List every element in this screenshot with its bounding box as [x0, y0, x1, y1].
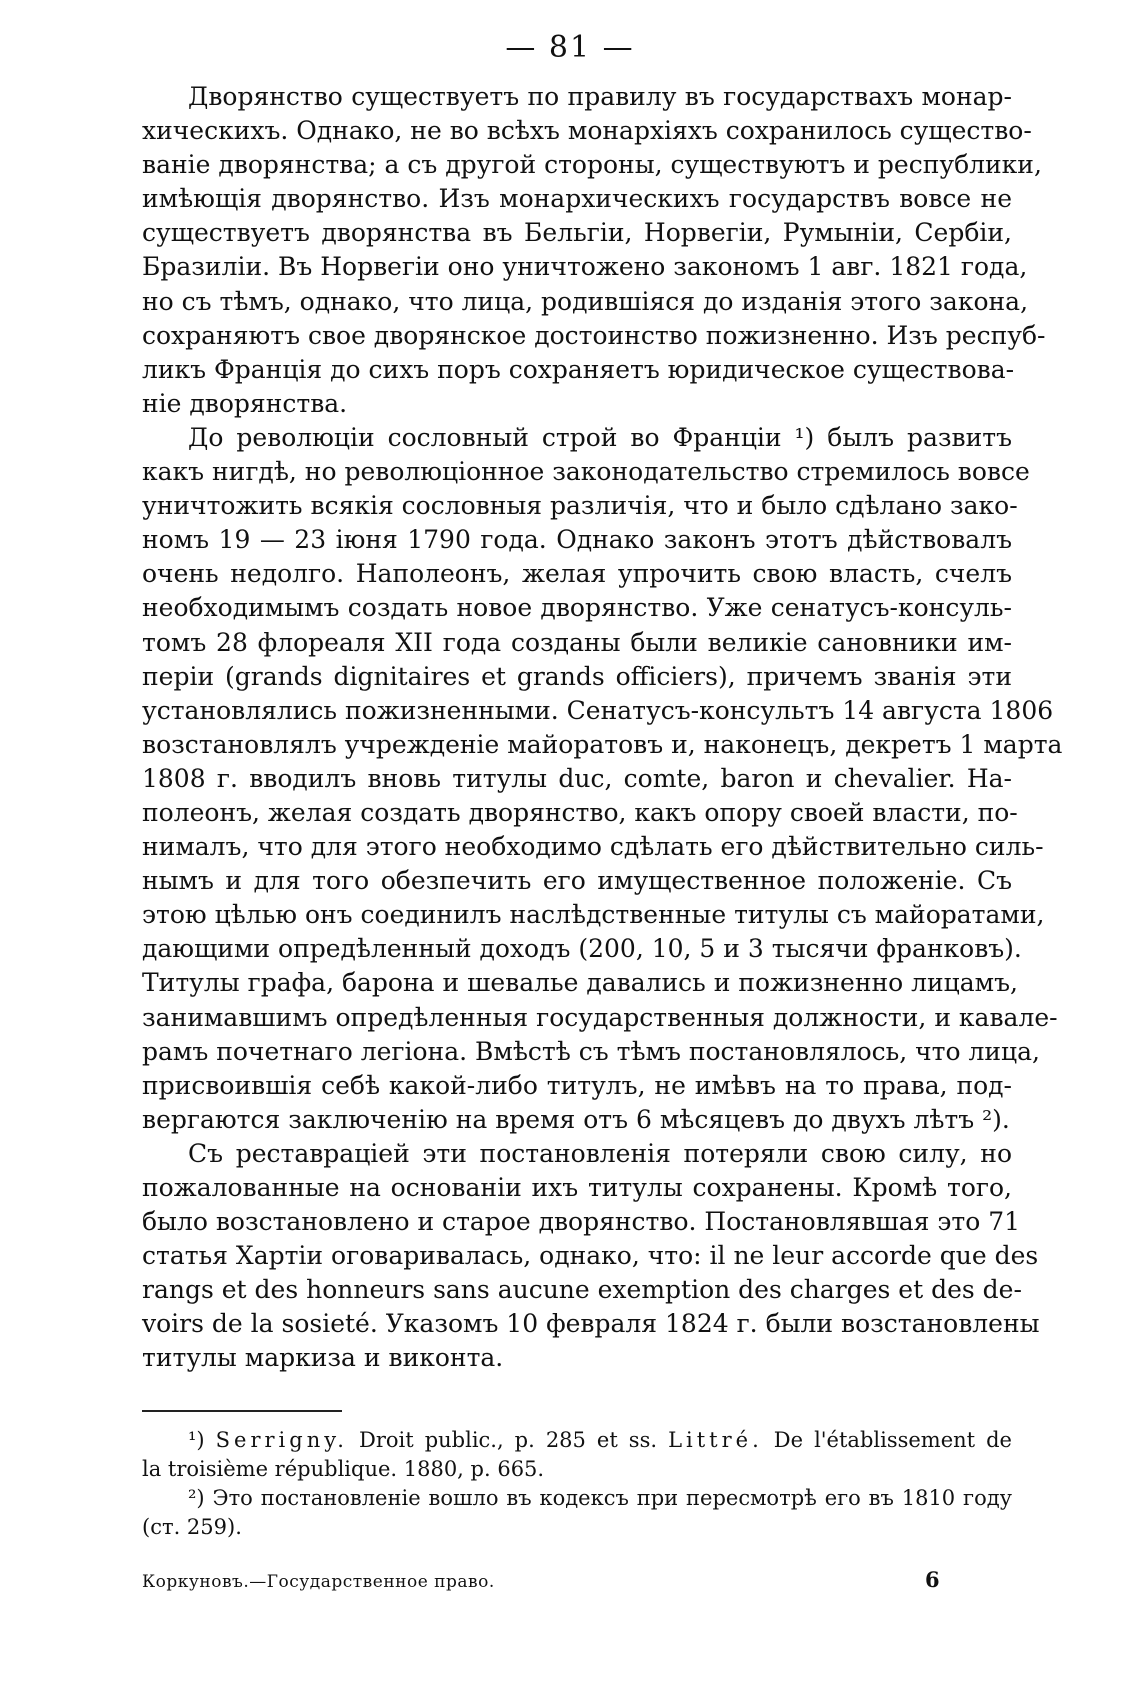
footnote-divider	[142, 1410, 342, 1412]
text-line: этою цѣлью онъ соединилъ наслѣдственные титулы съ майоратами,	[142, 900, 1045, 930]
text-line: До революціи сословный строй во Франціи ¹) былъ развитъ	[188, 422, 1012, 452]
text-line: рамъ почетнаго легіона. Вмѣстѣ съ тѣмъ постановлялось, что лица,	[142, 1036, 1040, 1066]
text-line: необходимымъ создать новое дворянство. Уже сенатусъ-консуль-	[142, 593, 1012, 623]
text-line: титулы маркиза и виконта.	[142, 1343, 504, 1373]
text-line: существуетъ дворянства въ Бельгіи, Норвегіи, Румыніи, Сербіи,	[142, 218, 1012, 248]
text-line: занимавшимъ опредѣленныя государственныя должности, и кавале-	[142, 1002, 1058, 1032]
text-line: Титулы графа, барона и шевалье давались и пожизненно лицамъ,	[142, 968, 1018, 998]
footnote-1-continuation: la troisième république. 1880, p. 665.	[142, 1457, 545, 1481]
text-line: хическихъ. Однако, не во всѣхъ монархіяхъ сохранилось существо-	[142, 116, 1032, 146]
text-line: voirs de la sosieté. Указомъ 10 февраля 1824 г. были возстановлены	[142, 1309, 1040, 1339]
text-line: дающими опредѣленный доходъ (200, 10, 5 и 3 тысячи франковъ).	[142, 934, 1022, 964]
footnote-2-continuation: (ст. 259).	[142, 1515, 242, 1539]
page-number: — 81 —	[505, 30, 635, 65]
footnote-author: Serrigny.	[215, 1428, 348, 1452]
text-line: было возстановлено и старое дворянство. Постановлявшая это 71	[142, 1207, 1021, 1237]
text-line: rangs et des honneurs sans aucune exemption des charges et des de-	[142, 1275, 1022, 1305]
text-line: Бразиліи. Въ Норвегіи оно уничтожено закономъ 1 авг. 1821 года,	[142, 252, 1028, 282]
text-line: періи (grands dignitaires et grands officiers), причемъ званія эти	[142, 661, 1012, 691]
text-line: пожалованные на основаніи ихъ титулы сохранены. Кромѣ того,	[142, 1173, 1012, 1202]
text-line: установлялись пожизненными. Сенатусъ-консультъ 14 августа 1806	[142, 695, 1054, 725]
text-line: но съ тѣмъ, однако, что лица, родившіяся до изданія этого закона,	[142, 286, 1029, 316]
body-text	[142, 80, 1063, 1376]
text-line: вергаются заключенію на время отъ 6 мѣсяцевъ до двухъ лѣтъ ²).	[142, 1104, 1010, 1134]
text-line: томъ 28 флореаля XII года созданы были великіе сановники им-	[142, 627, 1012, 657]
footnote-text: De l'établissement de	[773, 1428, 1012, 1452]
text-line: присвоившія себѣ какой-либо титулъ, не имѣвъ на то права, под-	[142, 1070, 1012, 1100]
text-line: Съ реставраціей эти постановленія потеряли свою силу, но	[188, 1138, 1012, 1168]
text-line: сохраняютъ свое дворянское достоинство пожизненно. Изъ респуб-	[142, 320, 1046, 350]
text-line: уничтожить всякія сословныя различія, что и было сдѣлано зако-	[142, 491, 1018, 521]
text-line: возстановлялъ учрежденіе майоратовъ и, наконецъ, декретъ 1 марта	[142, 729, 1063, 759]
footnote-1	[142, 1426, 1012, 1455]
footer-sheet-number: 6	[925, 1567, 940, 1592]
text-line: имѣющія дворянство. Изъ монархическихъ государствъ вовсе не	[142, 184, 1012, 214]
text-line: статья Хартіи оговаривалась, однако, что: il ne leur accorde que des	[142, 1241, 1039, 1271]
text-line: нымъ и для того обезпечить его имущественное положеніе. Съ	[142, 866, 1012, 896]
text-line: Дворянство существуетъ по правилу въ государствахъ монар-	[188, 82, 1012, 111]
footnote-author: Littré.	[668, 1428, 763, 1452]
text-line: 1808 г. вводилъ вновь титулы duc, comte, baron и chevalier. На-	[142, 763, 1012, 793]
text-line: ніе дворянства.	[142, 388, 348, 418]
footnote-text: Droit public., p. 285 et ss.	[359, 1428, 658, 1452]
text-line: полеонъ, желая создать дворянство, какъ опору своей власти, по-	[142, 797, 1018, 827]
text-line: нималъ, что для этого необходимо сдѣлать его дѣйствительно силь-	[142, 832, 1044, 862]
text-line: ваніе дворянства; а съ другой стороны, существуютъ и республики,	[142, 150, 1042, 180]
footer-signature: Коркуновъ.—Государственное право.	[142, 1572, 495, 1592]
text-line: ликъ Франція до сихъ поръ сохраняетъ юридическое существова-	[142, 354, 1015, 384]
footnote-2: ²) Это постановленіе вошло въ кодексъ при пересмотрѣ его въ 1810 году	[188, 1486, 1012, 1510]
text-line: какъ нигдѣ, но революціонное законодательство стремилось вовсе	[142, 457, 1030, 487]
text-line: номъ 19 — 23 іюня 1790 года. Однако законъ этотъ дѣйствовалъ	[142, 525, 1012, 555]
text-line: очень недолго. Наполеонъ, желая упрочить свою власть, счелъ	[142, 559, 1012, 589]
footnote-marker: ¹)	[188, 1428, 205, 1452]
footnotes	[142, 1426, 1012, 1542]
